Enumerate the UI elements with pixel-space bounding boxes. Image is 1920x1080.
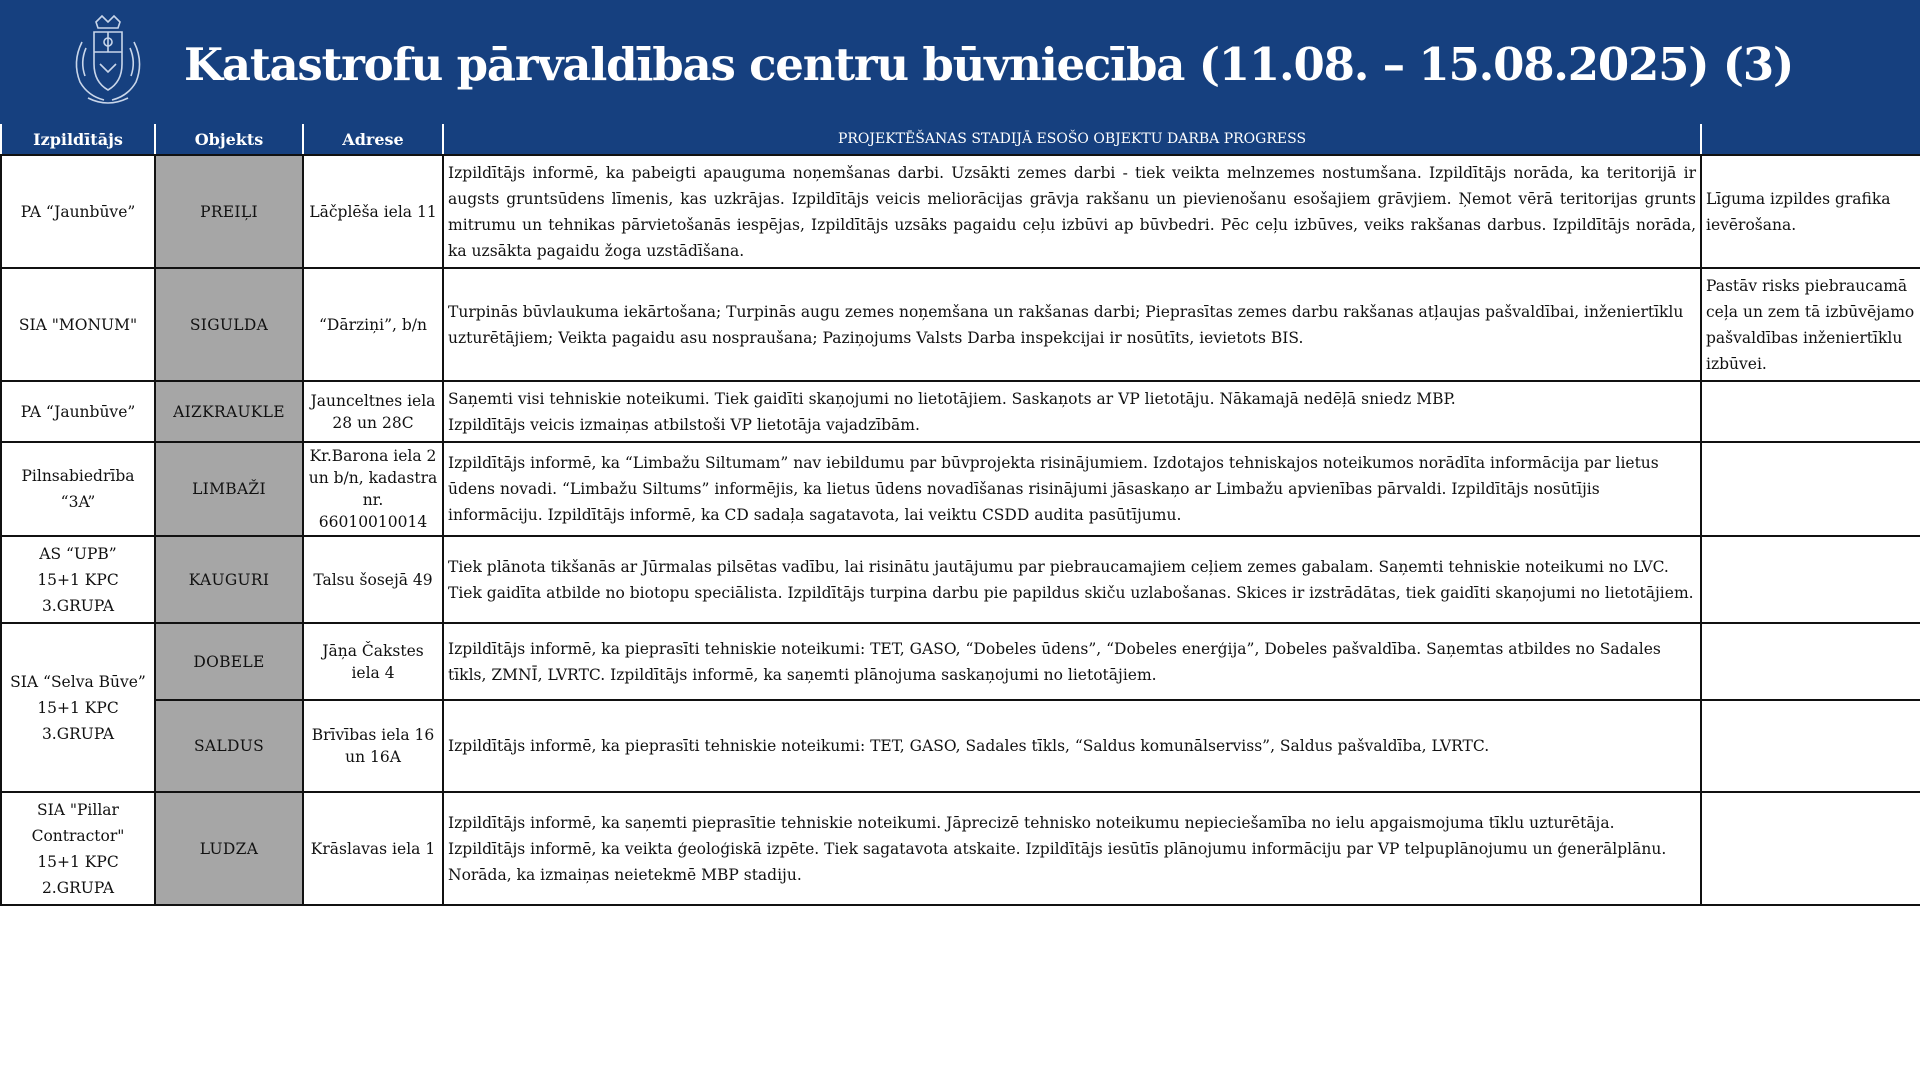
progress-cell: Izpildītājs informē, ka saņemti pieprasītie tehniskie noteikumi. Jāprecizē tehnisko noteikumu nepieciešamība no ielu apgaismojuma tīklu uzturētāja. Izpildītājs informē, ka veikta ģeoloģiskā izpēte. Tiek sagatavota atskaite. Izpildītājs iesūtīs plānojumu informāciju par VP telpuplānojumu un ģenerālplānu. Norāda, ka izmaiņas neietekmē MBP stadiju. [443, 792, 1701, 905]
address-cell: Jaunceltnes iela 28 un 28C [303, 381, 443, 442]
contractor-name: PA “Jaunbūve” [20, 202, 136, 221]
table-row [1, 155, 1920, 268]
note-cell [1701, 792, 1920, 905]
contractor-cell [1, 442, 155, 536]
page-title: Katastrofu pārvaldības centru būvniecība (11.08. – 15.08.2025) (3) [184, 38, 1794, 91]
column-header-note [1701, 124, 1920, 155]
note-cell [1701, 623, 1920, 700]
progress-cell: Izpildītājs informē, ka pieprasīti tehniskie noteikumi: TET, GASO, “Dobeles ūdens”, “Dobeles enerģija”, Dobeles pašvaldība. Saņemtas atbildes no Sadales tīkls, ZMNĪ, LVRTC. Izpildītājs informē, ka saņemti plānojuma saskaņojumi no lietotājiem. [443, 623, 1701, 700]
object-cell: LIMBAŽI [155, 442, 303, 536]
object-cell: PREIĻI [155, 155, 303, 268]
contractor-group: 3.GRUPA [41, 596, 115, 615]
contractor-name: AS “UPB” [39, 544, 117, 563]
object-cell: SIGULDA [155, 268, 303, 381]
progress-cell: Tiek plānota tikšanās ar Jūrmalas pilsētas vadību, lai risinātu jautājumu par piebraucamajiem ceļiem zemes gabalam. Saņemti tehniskie noteikumi no LVC. Tiek gaidīta atbilde no biotopu speciālista. Izpildītājs turpina darbu pie papildus skiču uzlabošanas. Skices ir izstrādātas, tiek gaidīti skaņojumi no lietotājiem. [443, 536, 1701, 623]
note-cell: Pastāv risks piebraucamā ceļa un zem tā izbūvējamo pašvaldības inženiertīklu izbūvei. [1701, 268, 1920, 381]
progress-table [0, 124, 1920, 906]
address-cell: Lāčplēša iela 11 [303, 155, 443, 268]
progress-cell: Izpildītājs informē, ka pieprasīti tehniskie noteikumi: TET, GASO, Sadales tīkls, “Saldus komunālserviss”, Saldus pašvaldība, LVRTC. [443, 700, 1701, 792]
contractor-group: 3.GRUPA [41, 724, 115, 743]
object-cell: KAUGURI [155, 536, 303, 623]
contractor-name: PA “Jaunbūve” [20, 402, 136, 421]
note-cell [1701, 442, 1920, 536]
table-row [1, 381, 1920, 442]
table-row [1, 536, 1920, 623]
column-header-address: Adrese [303, 124, 443, 155]
table-row [1, 623, 1920, 700]
object-cell: DOBELE [155, 623, 303, 700]
column-header-contractor: Izpildītājs [1, 124, 155, 155]
contractor-cell [1, 155, 155, 268]
address-cell: Brīvības iela 16 un 16A [303, 700, 443, 792]
note-cell [1701, 536, 1920, 623]
header-bar [0, 0, 1920, 124]
contractor-cell [1, 792, 155, 905]
address-cell: “Dārziņi”, b/n [303, 268, 443, 381]
contractor-package: 15+1 KPC [37, 698, 119, 717]
note-cell: Līguma izpildes grafika ievērošana. [1701, 155, 1920, 268]
progress-cell: Saņemti visi tehniskie noteikumi. Tiek gaidīti skaņojumi no lietotājiem. Saskaņots ar VP lietotāju. Nākamajā nedēļā sniedz MBP. Izpildītājs veicis izmaiņas atbilstoši VP lietotāja vajadzībām. [443, 381, 1701, 442]
contractor-cell [1, 268, 155, 381]
contractor-name: SIA “Selva Būve” [10, 672, 146, 691]
table-row [1, 792, 1920, 905]
object-cell: LUDZA [155, 792, 303, 905]
object-cell: AIZKRAUKLE [155, 381, 303, 442]
column-header-progress: PROJEKTĒŠANAS STADIJĀ ESOŠO OBJEKTU DARBA PROGRESS [443, 124, 1701, 155]
contractor-package: 15+1 KPC [37, 570, 119, 589]
table-row [1, 268, 1920, 381]
column-header-object: Objekts [155, 124, 303, 155]
table-header-row [1, 124, 1920, 155]
progress-cell: Izpildītājs informē, ka pabeigti apauguma noņemšanas darbi. Uzsākti zemes darbi - tiek veikta melnzemes nostumšana. Izpildītājs norāda, ka teritorijā ir augsts gruntsūdens līmenis, kas uzkrājas. Izpildītājs veicis meliorācijas grāvja rakšanu un pievienošanu esošajiem grāvjiem. Ņemot vērā teritorijas grunts mitrumu un tehnikas pārvietošanās iespējas, Izpildītājs uzsāks pagaidu ceļu izbūvi ap būvbedri. Pēc ceļu izbūves, veiks rakšanas darbus. Izpildītājs norāda, ka uzsākta pagaidu žoga uzstādīšana. [443, 155, 1701, 268]
address-cell: Krāslavas iela 1 [303, 792, 443, 905]
contractor-cell [1, 536, 155, 623]
contractor-name: SIA "MONUM" [18, 315, 138, 334]
contractor-cell [1, 381, 155, 442]
address-cell: Kr.Barona iela 2 un b/n, kadastra nr. 66010010014 [303, 442, 443, 536]
contractor-name: Pilnsabiedrība “3A” [21, 467, 135, 511]
note-cell [1701, 381, 1920, 442]
address-cell: Talsu šosejā 49 [303, 536, 443, 623]
contractor-cell [1, 623, 155, 792]
contractor-package: 15+1 KPC [37, 852, 119, 871]
coat-of-arms-icon [58, 12, 158, 112]
contractor-group: 2.GRUPA [41, 878, 115, 897]
progress-cell: Turpinās būvlaukuma iekārtošana; Turpinās augu zemes noņemšana un rakšanas darbi; Pieprasītas zemes darbu rakšanas atļaujas pašvaldībai, inženiertīklu uzturētājiem; Veikta pagaidu asu nospraušana; Paziņojums Valsts Darba inspekcijai ir nosūtīts, ievietots BIS. [443, 268, 1701, 381]
contractor-name: SIA "Pillar Contractor" [31, 800, 125, 845]
table-row [1, 442, 1920, 536]
table-row [1, 700, 1920, 792]
progress-cell: Izpildītājs informē, ka “Limbažu Siltumam” nav iebildumu par būvprojekta risinājumiem. Izdotajos tehniskajos noteikumos norādīta informācija par lietus ūdens novadi. “Limbažu Siltums” informējis, ka lietus ūdens novadīšanas risinājumi jāsaskaņo ar Limbažu apvienības pārvaldi. Izpildītājs nosūtījis informāciju. Izpildītājs informē, ka CD sadaļa sagatavota, lai veiktu CSDD audita pasūtījumu. [443, 442, 1701, 536]
object-cell: SALDUS [155, 700, 303, 792]
note-cell [1701, 700, 1920, 792]
address-cell: Jāņa Čakstes iela 4 [303, 623, 443, 700]
